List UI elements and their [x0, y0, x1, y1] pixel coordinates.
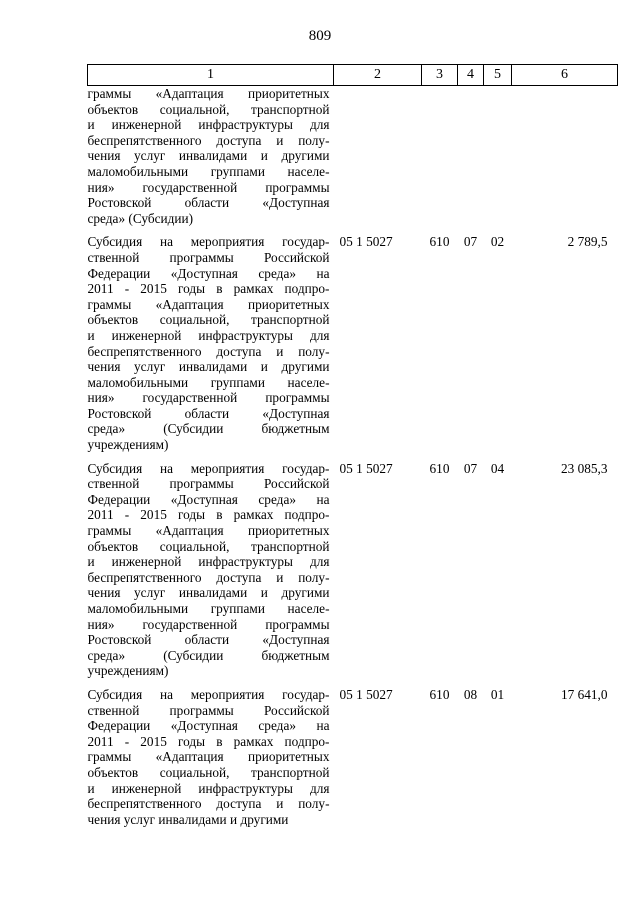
description-line: Федерации «Доступная среда» на [87, 718, 330, 734]
description-line: объектов социальной, транспортной [87, 764, 330, 780]
description-line: и инженерной инфраструктуры для [87, 780, 330, 796]
row-pr-code [484, 86, 512, 235]
description-line: ственной программы Российской [87, 702, 330, 718]
table-header-row [88, 65, 618, 86]
header-col-3: 3 [422, 65, 458, 86]
description-line: граммы «Адаптация приоритетных [87, 749, 330, 765]
description-line: Ростовской области «Доступная [87, 632, 330, 648]
description-line: чения услуг инвалидами и другими [87, 585, 330, 601]
row-pr-code: 02 [490, 234, 505, 250]
description-line: и инженерной инфраструктуры для [87, 117, 330, 133]
description-line: учреждениям) [87, 663, 169, 679]
description-line: Федерации «Доступная среда» на [87, 491, 330, 507]
row-description [88, 86, 334, 235]
table-row [88, 234, 618, 460]
row-pr-code: 04 [490, 460, 505, 476]
row-amount: 2 789,5 [567, 234, 608, 250]
row-csr-code: 05 1 5027 [339, 460, 393, 476]
description-line: граммы «Адаптация приоритетных [87, 86, 330, 101]
description-line: 2011 - 2015 годы в рамках подпро- [87, 507, 330, 523]
row-rz-code: 07 [463, 234, 478, 250]
description-line: среда» (Субсидии бюджетным [87, 421, 330, 437]
description-line: чения услуг инвалидами и другими [87, 811, 289, 827]
table-row [88, 86, 618, 235]
description-line: объектов социальной, транспортной [87, 312, 330, 328]
description-line: Ростовской области «Доступная [87, 405, 330, 421]
description-line: Федерации «Доступная среда» на [87, 265, 330, 281]
description-line: беспрепятственного доступа и полу- [87, 343, 330, 359]
description-line: ния» государственной программы [87, 390, 330, 406]
budget-table [87, 64, 618, 835]
row-csr-code [334, 86, 422, 235]
row-amount: 17 641,0 [560, 686, 608, 702]
row-description [88, 687, 334, 835]
description-line: граммы «Адаптация приоритетных [87, 523, 330, 539]
row-rz-code: 07 [463, 460, 478, 476]
description-line: среда» (Субсидии бюджетным [87, 647, 330, 663]
row-description [88, 234, 334, 460]
row-csr-code: 05 1 5027 [339, 234, 393, 250]
description-line: учреждениям) [87, 437, 169, 453]
description-line: ственной программы Российской [87, 476, 330, 492]
description-line: ственной программы Российской [87, 249, 330, 265]
description-line: беспрепятственного доступа и полу- [87, 569, 330, 585]
description-line: и инженерной инфраструктуры для [87, 327, 330, 343]
description-line: Субсидия на мероприятия государ- [87, 686, 330, 702]
description-line: чения услуг инвалидами и другими [87, 359, 330, 375]
description-line: объектов социальной, транспортной [87, 101, 330, 117]
description-line: 2011 - 2015 годы в рамках подпро- [87, 281, 330, 297]
description-line: Ростовской области «Доступная [87, 195, 330, 211]
description-line: ния» государственной программы [87, 179, 330, 195]
description-line: граммы «Адаптация приоритетных [87, 296, 330, 312]
header-col-5: 5 [484, 65, 512, 86]
description-line: маломобильными группами населе- [87, 601, 330, 616]
table-row [88, 461, 618, 687]
row-vr-code [422, 86, 458, 235]
row-rz-code: 08 [463, 686, 478, 702]
description-line: 2011 - 2015 годы в рамках подпро- [87, 733, 330, 749]
description-line: маломобильными группами населе- [87, 163, 330, 179]
row-csr-code: 05 1 5027 [339, 686, 393, 702]
page-number: 809 [308, 28, 332, 44]
row-amount: 23 085,3 [560, 460, 608, 476]
description-line: среда» (Субсидии) [87, 210, 194, 226]
row-vr-code: 610 [429, 460, 450, 476]
description-line: беспрепятственного доступа и полу- [87, 132, 330, 148]
description-line: Субсидия на мероприятия государ- [87, 234, 330, 250]
description-line: беспрепятственного доступа и полу- [87, 796, 330, 812]
row-description [88, 461, 334, 687]
header-col-2: 2 [334, 65, 422, 86]
description-line: маломобильными группами населе- [87, 374, 330, 390]
row-rz-code [458, 86, 484, 235]
header-col-1: 1 [88, 65, 334, 86]
header-col-6: 6 [512, 65, 618, 86]
row-amount [512, 86, 618, 235]
description-line: и инженерной инфраструктуры для [87, 554, 330, 570]
description-line: чения услуг инвалидами и другими [87, 148, 330, 164]
row-vr-code: 610 [429, 234, 450, 250]
row-vr-code: 610 [429, 686, 450, 702]
description-line: ния» государственной программы [87, 616, 330, 632]
description-line: объектов социальной, транспортной [87, 538, 330, 554]
row-pr-code: 01 [490, 686, 505, 702]
header-col-4: 4 [458, 65, 484, 86]
table-row [88, 687, 618, 835]
description-line: Субсидия на мероприятия государ- [87, 460, 330, 476]
